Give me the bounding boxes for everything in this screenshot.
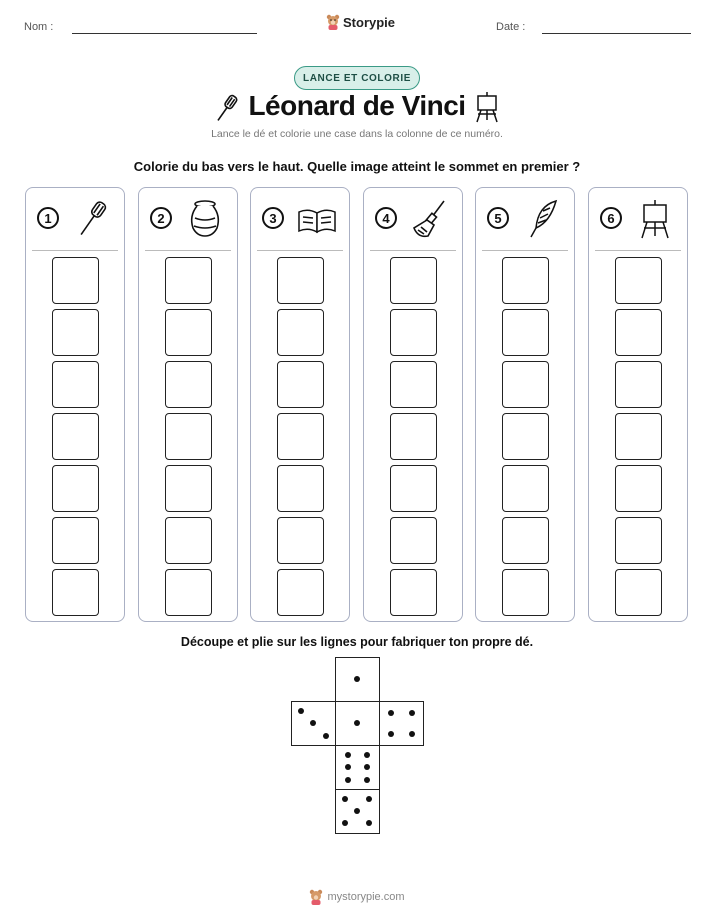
color-cell[interactable]	[502, 569, 549, 616]
easel-icon	[473, 90, 501, 124]
color-cell[interactable]	[390, 465, 437, 512]
column-number: 6	[600, 207, 622, 229]
column-1	[25, 187, 125, 622]
color-cell[interactable]	[615, 361, 662, 408]
color-cell[interactable]	[390, 361, 437, 408]
dice-pip	[364, 777, 370, 783]
color-cell[interactable]	[52, 465, 99, 512]
pot-icon	[185, 198, 225, 240]
column-number: 4	[375, 207, 397, 229]
dice-pip	[310, 720, 316, 726]
color-cell[interactable]	[165, 309, 212, 356]
color-cell[interactable]	[277, 569, 324, 616]
page-title: Léonard de Vinci	[248, 90, 466, 121]
column-4	[363, 187, 463, 622]
easel-icon	[635, 198, 675, 240]
dice-pip	[323, 733, 329, 739]
dice-face-3	[291, 701, 336, 746]
quill-feather-icon	[522, 198, 562, 240]
dice-pip	[366, 820, 372, 826]
dice-pip	[298, 708, 304, 714]
color-cell[interactable]	[277, 257, 324, 304]
color-cell[interactable]	[502, 517, 549, 564]
color-cell[interactable]	[615, 309, 662, 356]
color-cell[interactable]	[165, 465, 212, 512]
column-number: 2	[150, 207, 172, 229]
dice-pip	[342, 820, 348, 826]
dice-pip	[364, 752, 370, 758]
color-cell[interactable]	[502, 257, 549, 304]
dice-pip	[409, 710, 415, 716]
color-cell[interactable]	[52, 361, 99, 408]
dice-face-5	[335, 789, 380, 834]
dice-pip	[345, 777, 351, 783]
color-cell[interactable]	[52, 309, 99, 356]
color-cell[interactable]	[390, 309, 437, 356]
name-label: Nom :	[24, 21, 54, 33]
dice-pip	[345, 752, 351, 758]
color-cell[interactable]	[277, 361, 324, 408]
column-2	[138, 187, 238, 622]
color-cell[interactable]	[390, 569, 437, 616]
color-cell[interactable]	[615, 257, 662, 304]
color-cell[interactable]	[52, 257, 99, 304]
color-cell[interactable]	[390, 257, 437, 304]
open-book-icon	[297, 198, 337, 240]
dice-pip	[409, 731, 415, 737]
brand-name: Storypie	[343, 14, 396, 30]
color-cell[interactable]	[502, 361, 549, 408]
dice-pip	[388, 710, 394, 716]
activity-badge: LANCE ET COLORIE	[294, 66, 420, 90]
dice-face-6	[335, 745, 380, 790]
cut-instruction: Découpe et plie sur les lignes pour fabriquer ton propre dé.	[180, 635, 534, 649]
color-cell[interactable]	[277, 517, 324, 564]
date-label: Date :	[496, 21, 526, 33]
column-3	[250, 187, 350, 622]
dice-face-4	[379, 701, 424, 746]
bear-mascot-icon	[309, 889, 323, 905]
dice-pip	[354, 808, 360, 814]
color-cell[interactable]	[277, 309, 324, 356]
color-cell[interactable]	[52, 413, 99, 460]
color-cell[interactable]	[615, 569, 662, 616]
color-cell[interactable]	[277, 413, 324, 460]
color-cell[interactable]	[502, 413, 549, 460]
instruction: Colorie du bas vers le haut. Quelle image atteint le sommet en premier ?	[133, 159, 581, 174]
color-cell[interactable]	[165, 257, 212, 304]
dice-pip	[354, 676, 360, 682]
color-cell[interactable]	[502, 465, 549, 512]
brand-logo	[326, 14, 395, 30]
color-cell[interactable]	[390, 413, 437, 460]
column-number: 1	[37, 207, 59, 229]
color-cell[interactable]	[165, 361, 212, 408]
color-cell[interactable]	[390, 517, 437, 564]
color-cell[interactable]	[165, 413, 212, 460]
color-cell[interactable]	[615, 517, 662, 564]
dice-pip	[364, 764, 370, 770]
dice-face-1	[335, 657, 380, 702]
paint-brush-icon	[410, 198, 450, 240]
screwdriver-icon	[72, 198, 112, 240]
column-6	[588, 187, 688, 622]
dice-face-1	[335, 701, 380, 746]
footer	[0, 889, 714, 905]
dice-pip	[342, 796, 348, 802]
column-5	[475, 187, 575, 622]
dice-pip	[354, 720, 360, 726]
footer-url: mystorypie.com	[327, 891, 405, 903]
color-cell[interactable]	[52, 517, 99, 564]
color-cell[interactable]	[615, 465, 662, 512]
column-number: 5	[487, 207, 509, 229]
dice-pip	[388, 731, 394, 737]
bear-mascot-icon	[326, 14, 340, 30]
dice-pip	[366, 796, 372, 802]
color-cell[interactable]	[52, 569, 99, 616]
color-cell[interactable]	[502, 309, 549, 356]
color-cell[interactable]	[615, 413, 662, 460]
subtitle: Lance le dé et colorie une case dans la colonne de ce numéro.	[211, 128, 503, 140]
color-cell[interactable]	[277, 465, 324, 512]
date-line[interactable]	[542, 33, 691, 34]
color-cell[interactable]	[165, 517, 212, 564]
name-line[interactable]	[72, 33, 257, 34]
column-number: 3	[262, 207, 284, 229]
dice-pip	[345, 764, 351, 770]
color-cell[interactable]	[165, 569, 212, 616]
